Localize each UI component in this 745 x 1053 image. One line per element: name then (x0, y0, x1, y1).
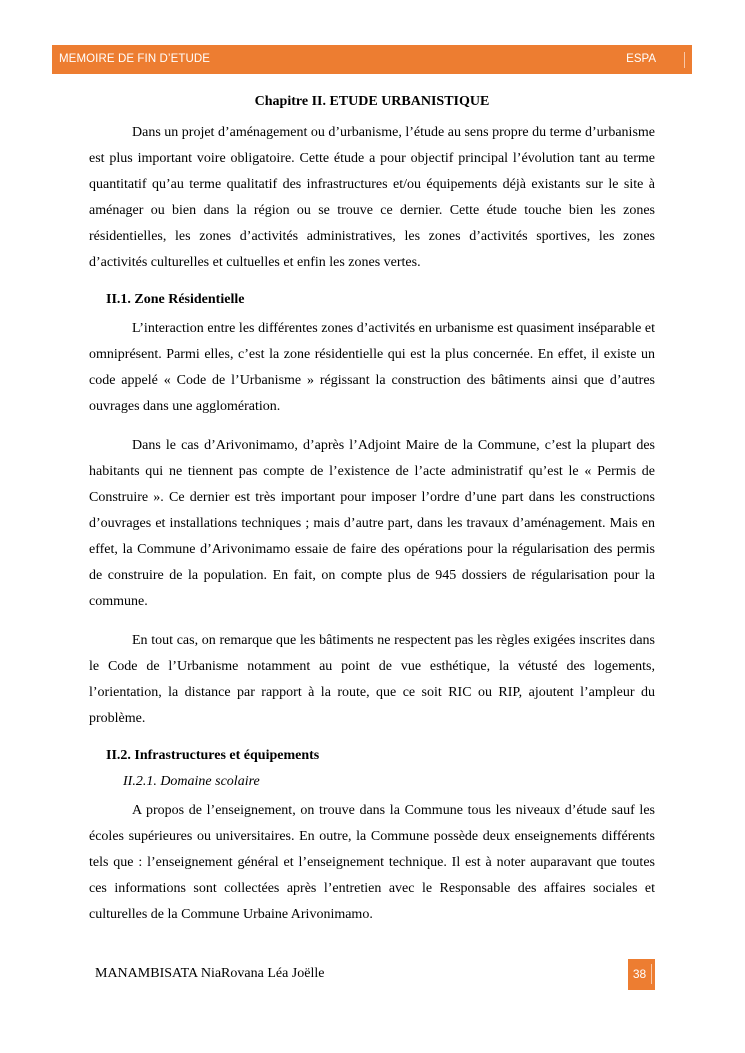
intro-paragraph: Dans un projet d’aménagement ou d’urbanisme, l’étude au sens propre du terme d’urbanisme est plus important voire obligatoire. Cette étude a pour objectif principal l’évolution tant au terme quantitatif qu’au terme qualitatif des infrastructures et/ou équipements déjà existants sur le site à aménager ou bien dans la région ou se trouve ce dernier. Cette étude touche bien les zones résidentielles, les zones d’activités administratives, les zones d’activités sportives, les zones d’activités culturelles et cultuelles et enfin les zones vertes. (89, 125, 655, 270)
chapter-title: Chapitre II. ETUDE URBANISTIQUE (254, 94, 490, 109)
header-school: ESPA (626, 53, 656, 65)
page-number-divider (651, 964, 652, 984)
page-number: 38 (632, 967, 647, 981)
subsection-title-school: II.2.1. Domaine scolaire (123, 774, 260, 789)
paragraph-education: A propos de l’enseignement, on trouve dans la Commune tous les niveaux d’étude sauf les écoles supérieures ou universitaires. En outre, la Commune possède deux enseignements différents tels que : l’enseignement général et l’enseignement technique. Il est à noter auparavant que toutes ces informations sont collectées après l’entretien avec le Responsable des affaires sociales et culturelles de la Commune Urbaine Arivonimamo. (89, 803, 655, 922)
section-title-residential: II.1. Zone Résidentielle (106, 292, 245, 307)
page-number-badge (628, 959, 655, 990)
paragraph-building-rules: En tout cas, on remarque que les bâtiments ne respectent pas les règles exigées inscrites dans le Code de l’Urbanisme notamment au point de vue esthétique, la vétusté des logements, l’orientation, la distance par rapport à la route, que ce soit RIC ou RIP, ajoutent l’ampleur du problème. (89, 633, 655, 726)
page-body (89, 92, 655, 928)
paragraph-arivonimamo-permits: Dans le cas d’Arivonimamo, d’après l’Adjoint Maire de la Commune, c’est la plupart des habitants qui ne tiennent pas compte de l’existence de l’acte administratif qu’est le « Permis de Construire ». Ce dernier est très important pour imposer l’ordre d’une part dans les constructions d’ouvrages et installations techniques ; mais d’autre part, dans les travaux d’aménagement. Mais en effet, la Commune d’Arivonimamo essaie de faire des opérations pour la régularisation des permis de construire de la population. En fait, on compte plus de 945 dossiers de régularisation pour la commune. (89, 438, 655, 609)
header-divider (684, 52, 685, 68)
section-title-infrastructures: II.2. Infrastructures et équipements (106, 748, 320, 763)
header-document-type: MEMOIRE DE FIN D’ETUDE (59, 53, 211, 65)
footer-author: MANAMBISATA NiaRovana Léa Joëlle (95, 966, 325, 981)
paragraph-zone-interaction: L’interaction entre les différentes zones d’activités en urbanisme est quasiment inséparable et omniprésent. Parmi elles, c’est la zone résidentielle qui est la plus concernée. En effet, il existe un code appelé « Code de l’Urbanisme » régissant la construction des bâtiments ainsi que d’autres ouvrages dans une agglomération. (89, 321, 655, 414)
page-header (52, 45, 692, 74)
